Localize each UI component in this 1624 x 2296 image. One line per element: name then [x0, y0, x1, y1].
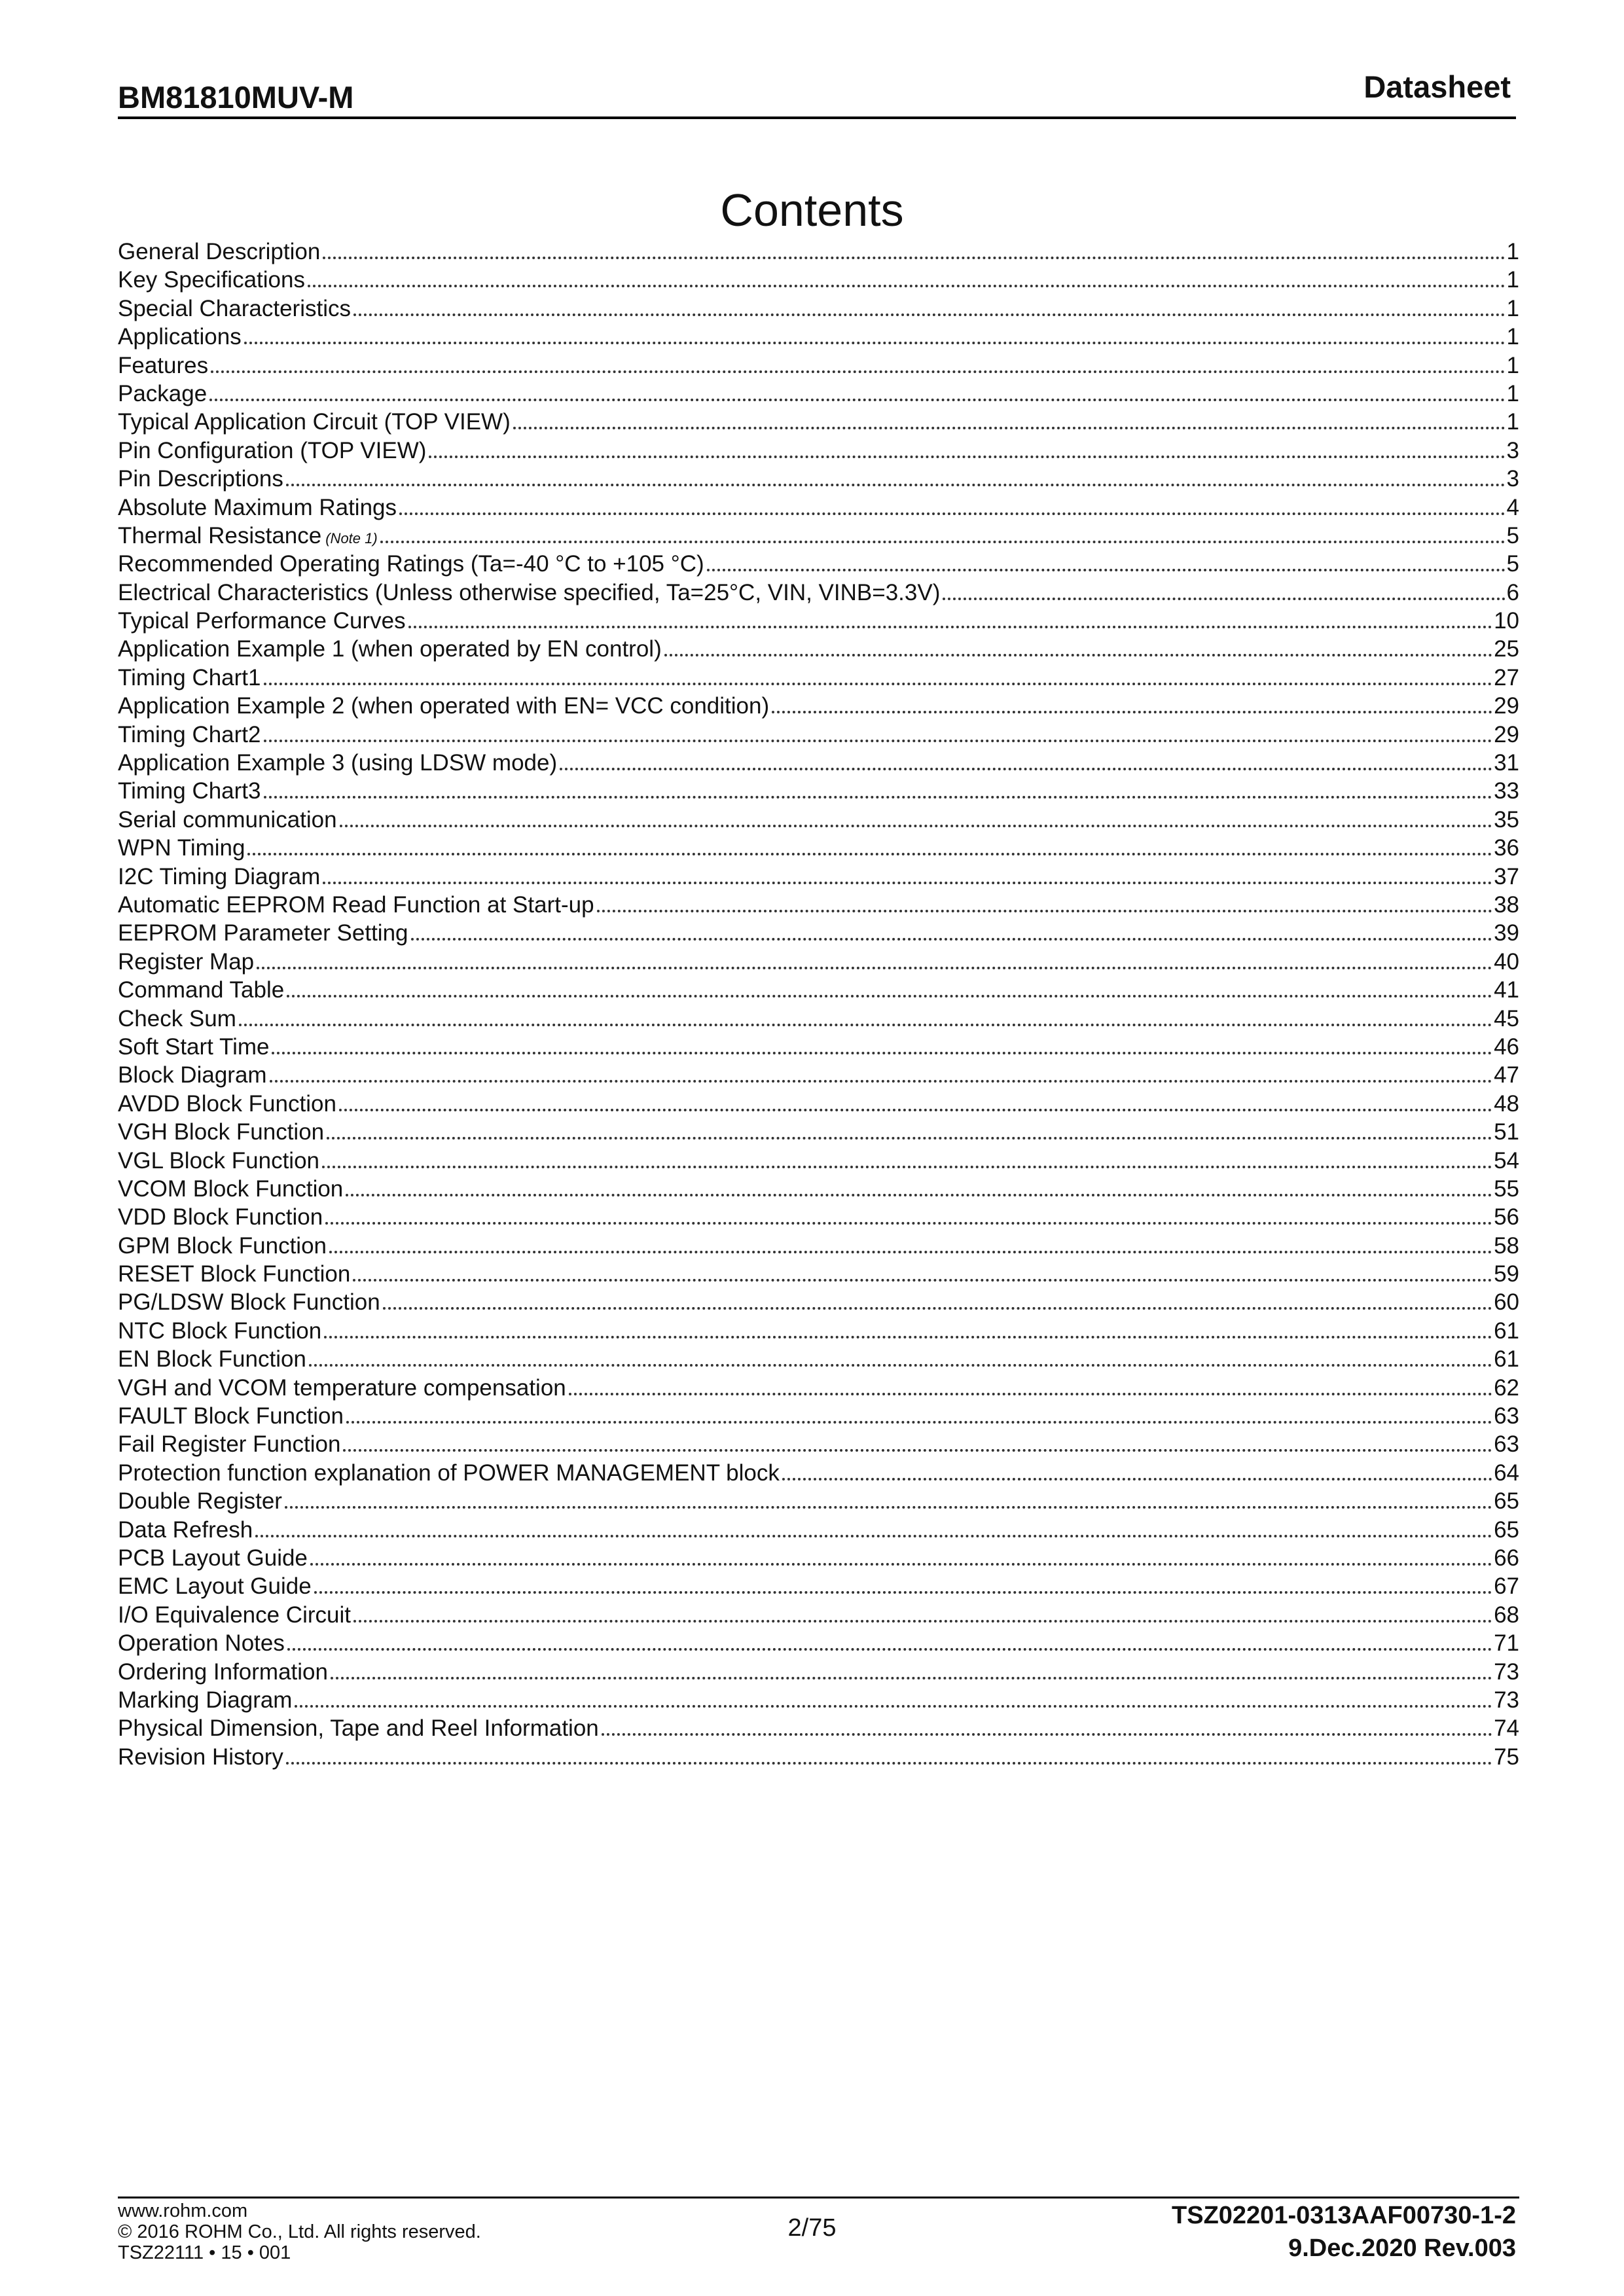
toc-dot-leader — [323, 882, 1492, 884]
toc-entry-title: Timing Chart2 — [118, 721, 261, 747]
toc-entry-title: EEPROM Parameter Setting — [118, 920, 408, 946]
toc-entry[interactable] — [118, 1516, 1519, 1544]
toc-entry[interactable] — [118, 1459, 1519, 1487]
toc-entry-title: EN Block Function — [118, 1346, 306, 1372]
toc-entry[interactable] — [118, 550, 1519, 578]
toc-entry-title: Package — [118, 380, 208, 406]
toc-entry[interactable] — [118, 1430, 1519, 1458]
toc-entry-page: 1 — [1506, 409, 1519, 435]
toc-entry[interactable] — [118, 1260, 1519, 1288]
toc-entry-title: Thermal Resistance — [118, 522, 322, 548]
toc-entry-page: 46 — [1494, 1033, 1519, 1060]
toc-entry-title: WPN Timing — [118, 835, 245, 861]
toc-dot-leader — [339, 1109, 1492, 1111]
toc-dot-leader — [343, 1449, 1492, 1452]
toc-entry-title: I/O Equivalence Circuit — [118, 1602, 351, 1628]
toc-entry[interactable] — [118, 1175, 1519, 1203]
toc-entry-page: 1 — [1506, 239, 1519, 264]
toc-dot-leader — [353, 1279, 1492, 1282]
toc-entry-page: 29 — [1494, 693, 1519, 719]
toc-entry-page: 60 — [1494, 1289, 1519, 1316]
toc-entry[interactable] — [118, 1658, 1519, 1686]
toc-entry-page: 1 — [1506, 267, 1519, 293]
toc-entry-title: Revision History — [118, 1744, 283, 1770]
toc-entry-page: 35 — [1494, 806, 1519, 833]
footer-website-link[interactable]: www.rohm.com — [118, 2200, 248, 2221]
toc-entry-title: Double Register — [118, 1488, 282, 1515]
toc-dot-leader — [664, 654, 1492, 656]
toc-entry-page: 67 — [1494, 1573, 1519, 1600]
toc-entry[interactable] — [118, 1005, 1519, 1033]
toc-entry[interactable] — [118, 749, 1519, 777]
toc-entry[interactable] — [118, 493, 1519, 522]
toc-entry-page: 59 — [1494, 1261, 1519, 1287]
toc-dot-leader — [429, 456, 1505, 458]
toc-dot-leader — [411, 938, 1493, 941]
toc-dot-leader — [308, 285, 1506, 287]
toc-dot-leader — [772, 711, 1492, 713]
toc-entry-title: Protection function explanation of POWER MANAGEMENT block — [118, 1460, 780, 1486]
page-header — [118, 65, 1516, 119]
toc-entry-page: 61 — [1494, 1346, 1519, 1372]
toc-entry-title: Register Map — [118, 948, 255, 975]
toc-entry-page: 61 — [1494, 1318, 1519, 1344]
toc-entry-title: Typical Application Circuit (TOP VIEW) — [118, 409, 511, 435]
toc-entry-page: 1 — [1506, 352, 1519, 378]
toc-entry[interactable] — [118, 1601, 1519, 1629]
toc-entry-title: Typical Performance Curves — [118, 608, 406, 634]
toc-entry-title: Application Example 1 (when operated by EN control) — [118, 636, 662, 662]
toc-entry-page: 5 — [1506, 522, 1519, 548]
toc-entry-title: NTC Block Function — [118, 1318, 322, 1344]
table-of-contents — [118, 238, 1519, 1771]
toc-entry[interactable] — [118, 1288, 1519, 1316]
toc-entry-title: Fail Register Function — [118, 1431, 341, 1458]
toc-entry-title: Electrical Characteristics (Unless otherwise specified, Ta=25°C, VIN, VINB=3.3V) — [118, 579, 941, 605]
toc-entry-title: PG/LDSW Block Function — [118, 1289, 380, 1316]
toc-dot-leader — [264, 683, 1493, 685]
toc-entry-page: 58 — [1494, 1232, 1519, 1259]
toc-entry[interactable] — [118, 834, 1519, 862]
toc-entry-title: GPM Block Function — [118, 1232, 327, 1259]
toc-entry[interactable] — [118, 295, 1519, 323]
toc-dot-leader — [322, 1166, 1492, 1168]
toc-entry[interactable] — [118, 863, 1519, 891]
toc-entry-title: Serial communication — [118, 806, 337, 833]
toc-entry[interactable] — [118, 1743, 1519, 1771]
toc-entry-title: VDD Block Function — [118, 1204, 323, 1230]
toc-entry-page: 5 — [1506, 551, 1519, 577]
toc-dot-leader — [353, 1620, 1492, 1623]
toc-entry-page: 73 — [1494, 1659, 1519, 1685]
toc-entry-page: 37 — [1494, 863, 1519, 889]
toc-entry[interactable] — [118, 1374, 1519, 1402]
toc-entry[interactable] — [118, 721, 1519, 749]
toc-entry-page: 1 — [1506, 324, 1519, 350]
toc-entry-page: 51 — [1494, 1119, 1519, 1145]
toc-entry-page: 47 — [1494, 1062, 1519, 1088]
toc-entry-title: VGH Block Function — [118, 1119, 325, 1145]
toc-entry-title: Operation Notes — [118, 1630, 285, 1657]
toc-entry-title: Absolute Maximum Ratings — [118, 494, 397, 520]
toc-dot-leader — [597, 910, 1493, 912]
document-type: Datasheet — [1363, 69, 1511, 104]
toc-entry-title: Physical Dimension, Tape and Reel Information — [118, 1715, 599, 1742]
toc-entry[interactable] — [118, 1402, 1519, 1430]
toc-dot-leader — [327, 1137, 1492, 1139]
footer-divider — [118, 2197, 1519, 2198]
toc-dot-leader — [211, 370, 1505, 373]
toc-dot-leader — [340, 825, 1492, 827]
toc-entry-page: 74 — [1494, 1715, 1519, 1742]
toc-entry-page: 73 — [1494, 1687, 1519, 1713]
toc-entry-title: General Description — [118, 239, 321, 264]
toc-dot-leader — [782, 1478, 1492, 1480]
toc-entry-page: 6 — [1506, 579, 1519, 605]
toc-entry-page: 66 — [1494, 1545, 1519, 1571]
footer-right — [1172, 2199, 1516, 2265]
toc-entry[interactable] — [118, 692, 1519, 720]
toc-entry-page: 31 — [1494, 750, 1519, 776]
toc-entry-title: Special Characteristics — [118, 295, 351, 321]
toc-entry[interactable] — [118, 1544, 1519, 1572]
toc-dot-leader — [272, 1052, 1492, 1054]
toc-entry[interactable] — [118, 891, 1519, 919]
toc-dot-leader — [286, 484, 1506, 486]
toc-entry-page: 62 — [1494, 1374, 1519, 1401]
toc-entry-title: VCOM Block Function — [118, 1175, 344, 1202]
toc-entry-page: 3 — [1506, 466, 1519, 492]
toc-entry-page: 63 — [1494, 1403, 1519, 1429]
toc-entry[interactable] — [118, 323, 1519, 351]
toc-entry[interactable] — [118, 948, 1519, 976]
toc-dot-leader — [285, 1506, 1492, 1509]
page-title: Contents — [720, 185, 904, 236]
toc-entry-title: Command Table — [118, 977, 285, 1003]
toc-entry[interactable] — [118, 437, 1519, 465]
toc-dot-leader — [264, 796, 1493, 798]
toc-entry-title: Timing Chart1 — [118, 664, 261, 691]
toc-entry[interactable] — [118, 380, 1519, 408]
toc-dot-leader — [513, 427, 1506, 429]
toc-entry[interactable] — [118, 1090, 1519, 1118]
toc-entry-title: Features — [118, 352, 209, 378]
toc-entry-page: 41 — [1494, 977, 1519, 1003]
toc-entry[interactable] — [118, 1572, 1519, 1600]
toc-dot-leader — [323, 257, 1505, 259]
toc-entry-page: 71 — [1494, 1630, 1519, 1657]
toc-entry-page: 39 — [1494, 920, 1519, 946]
toc-entry-title: Recommended Operating Ratings (Ta=-40 °C to +105 °C) — [118, 551, 704, 577]
toc-dot-leader — [353, 314, 1506, 316]
toc-entry-page: 54 — [1494, 1147, 1519, 1174]
toc-dot-leader — [209, 399, 1505, 401]
toc-entry-title: Soft Start Time — [118, 1033, 270, 1060]
toc-entry-page: 27 — [1494, 664, 1519, 691]
toc-entry-title: FAULT Block Function — [118, 1403, 344, 1429]
toc-entry-title: Key Specifications — [118, 267, 305, 293]
toc-entry-page: 65 — [1494, 1488, 1519, 1515]
toc-entry[interactable] — [118, 1118, 1519, 1146]
toc-entry[interactable] — [118, 1147, 1519, 1175]
toc-entry-page: 45 — [1494, 1005, 1519, 1031]
toc-dot-leader — [569, 1393, 1492, 1395]
toc-entry-page: 75 — [1494, 1744, 1519, 1770]
toc-entry-title: Block Diagram — [118, 1062, 267, 1088]
toc-entry-title: Application Example 2 (when operated with EN= VCC condition) — [118, 693, 770, 719]
toc-entry[interactable] — [118, 607, 1519, 635]
toc-entry[interactable] — [118, 465, 1519, 493]
footer-document-number: TSZ02201-0313AAF00730-1-2 — [1172, 2202, 1516, 2229]
toc-dot-leader — [255, 1535, 1492, 1537]
toc-entry[interactable] — [118, 976, 1519, 1004]
toc-entry[interactable] — [118, 1232, 1519, 1260]
toc-dot-leader — [346, 1421, 1492, 1424]
toc-entry-page: 65 — [1494, 1516, 1519, 1543]
toc-entry[interactable] — [118, 1345, 1519, 1373]
toc-entry-title: Ordering Information — [118, 1659, 328, 1685]
toc-entry-page: 33 — [1494, 778, 1519, 804]
toc-entry-page: 48 — [1494, 1090, 1519, 1117]
toc-dot-leader — [383, 1307, 1492, 1310]
toc-entry-title: PCB Layout Guide — [118, 1545, 308, 1571]
toc-entry-title: Timing Chart3 — [118, 778, 261, 804]
toc-entry[interactable] — [118, 1714, 1519, 1742]
toc-entry-title: VGL Block Function — [118, 1147, 320, 1174]
toc-entry[interactable] — [118, 1033, 1519, 1061]
toc-entry-page: 56 — [1494, 1204, 1519, 1230]
toc-dot-leader — [408, 626, 1492, 628]
toc-entry[interactable] — [118, 1487, 1519, 1515]
toc-dot-leader — [295, 1705, 1492, 1708]
toc-entry[interactable] — [118, 777, 1519, 805]
toc-entry-title: Automatic EEPROM Read Function at Start-up — [118, 891, 594, 918]
toc-dot-leader — [325, 1222, 1492, 1225]
toc-entry[interactable] — [118, 1629, 1519, 1657]
toc-entry[interactable] — [118, 1686, 1519, 1714]
footer-date-revision: 9.Dec.2020 Rev.003 — [1288, 2234, 1516, 2262]
toc-entry-page: 55 — [1494, 1175, 1519, 1202]
toc-dot-leader — [399, 512, 1506, 515]
toc-dot-leader — [247, 853, 1492, 855]
toc-entry-note: (Note 1) — [325, 529, 378, 547]
toc-entry-page: 64 — [1494, 1460, 1519, 1486]
toc-dot-leader — [257, 967, 1492, 969]
toc-entry[interactable] — [118, 266, 1519, 294]
toc-entry-page: 63 — [1494, 1431, 1519, 1458]
toc-dot-leader — [309, 1364, 1492, 1367]
toc-entry[interactable] — [118, 1061, 1519, 1089]
toc-entry-title: RESET Block Function — [118, 1261, 351, 1287]
document-id: BM81810MUV-M — [118, 80, 354, 115]
toc-dot-leader — [380, 541, 1506, 543]
toc-dot-leader — [560, 768, 1492, 770]
toc-entry-page: 1 — [1506, 295, 1519, 321]
toc-entry-title: Applications — [118, 324, 242, 350]
toc-entry-title: Check Sum — [118, 1005, 236, 1031]
toc-dot-leader — [286, 1762, 1492, 1765]
toc-entry[interactable] — [118, 522, 1519, 550]
toc-entry-title: EMC Layout Guide — [118, 1573, 312, 1600]
toc-entry-page: 4 — [1506, 494, 1519, 520]
toc-dot-leader — [310, 1563, 1492, 1566]
toc-entry-title: Pin Configuration (TOP VIEW) — [118, 437, 427, 463]
toc-entry[interactable] — [118, 919, 1519, 947]
toc-dot-leader — [270, 1080, 1492, 1083]
toc-entry[interactable] — [118, 408, 1519, 436]
toc-entry[interactable] — [118, 351, 1519, 380]
toc-entry-page: 1 — [1506, 380, 1519, 406]
toc-entry[interactable] — [118, 635, 1519, 663]
toc-dot-leader — [244, 342, 1506, 344]
toc-dot-leader — [943, 598, 1505, 600]
toc-entry-title: I2C Timing Diagram — [118, 863, 321, 889]
toc-entry[interactable] — [118, 1317, 1519, 1345]
toc-entry[interactable] — [118, 1203, 1519, 1231]
toc-dot-leader — [346, 1194, 1492, 1196]
toc-dot-leader — [314, 1591, 1492, 1594]
toc-entry-page: 38 — [1494, 891, 1519, 918]
toc-dot-leader — [239, 1024, 1492, 1026]
toc-entry-page: 40 — [1494, 948, 1519, 975]
toc-entry-page: 10 — [1494, 608, 1519, 634]
toc-entry[interactable] — [118, 238, 1519, 266]
toc-dot-leader — [287, 995, 1492, 997]
toc-entry-page: 68 — [1494, 1602, 1519, 1628]
toc-entry-title: Marking Diagram — [118, 1687, 293, 1713]
toc-dot-leader — [324, 1336, 1492, 1338]
toc-dot-leader — [707, 569, 1506, 571]
footer-copyright: © 2016 ROHM Co., Ltd. All rights reserved. — [118, 2221, 481, 2242]
footer-code: TSZ22111 • 15 • 001 — [118, 2242, 291, 2263]
toc-entry-title: Application Example 3 (using LDSW mode) — [118, 750, 558, 776]
toc-dot-leader — [329, 1251, 1492, 1253]
toc-entry-title: VGH and VCOM temperature compensation — [118, 1374, 566, 1401]
toc-entry-title: AVDD Block Function — [118, 1090, 336, 1117]
toc-entry-title: Data Refresh — [118, 1516, 253, 1543]
toc-dot-leader — [287, 1648, 1492, 1651]
footer-page-number: 2/75 — [787, 2214, 837, 2242]
toc-entry[interactable] — [118, 664, 1519, 692]
toc-entry-page: 3 — [1506, 437, 1519, 463]
toc-dot-leader — [264, 740, 1493, 742]
toc-entry-page: 36 — [1494, 835, 1519, 861]
toc-entry-page: 29 — [1494, 721, 1519, 747]
toc-entry[interactable] — [118, 806, 1519, 834]
toc-entry-page: 25 — [1494, 636, 1519, 662]
toc-entry[interactable] — [118, 579, 1519, 607]
toc-entry-title: Pin Descriptions — [118, 466, 283, 492]
toc-dot-leader — [331, 1677, 1492, 1679]
toc-dot-leader — [602, 1733, 1492, 1736]
